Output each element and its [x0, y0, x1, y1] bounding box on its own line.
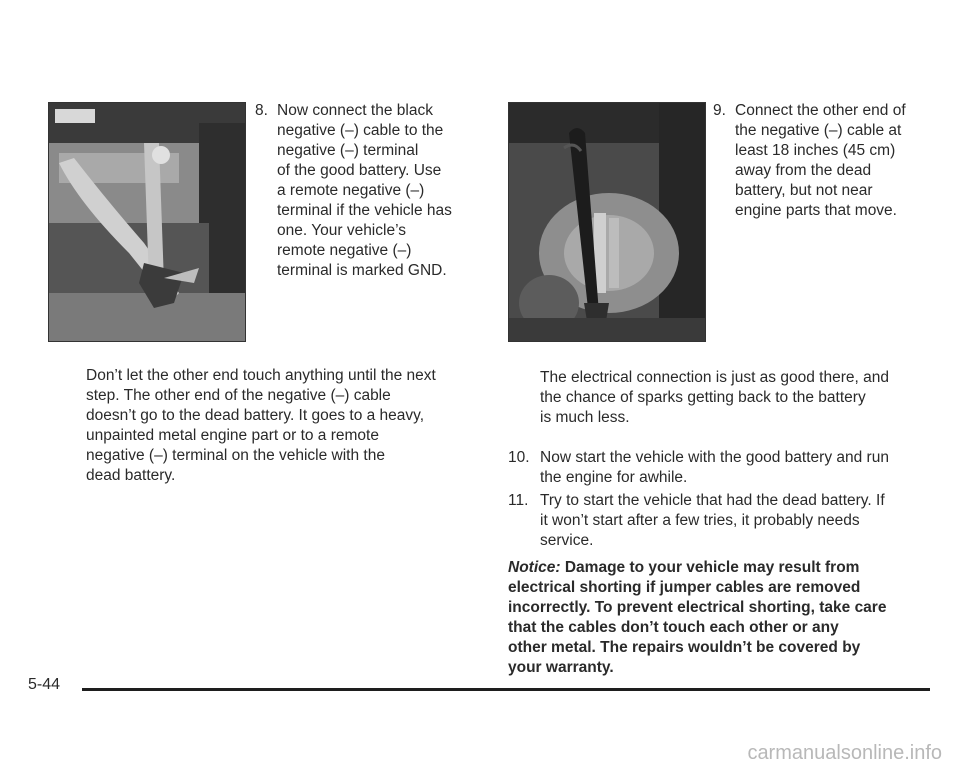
text-line: dead battery.: [86, 467, 176, 484]
step-9: [713, 101, 933, 221]
text-line: terminal if the vehicle has: [277, 202, 452, 219]
text-line: service.: [540, 532, 594, 549]
text-line: battery, but not near: [735, 182, 873, 199]
notice-block: [508, 558, 938, 678]
step-10: [508, 448, 936, 488]
text-line: engine parts that move.: [735, 202, 897, 219]
text-line: other metal. The repairs wouldn’t be covered by: [508, 639, 861, 656]
text-line: the engine for awhile.: [540, 469, 688, 486]
text-line: Try to start the vehicle that had the dead battery. If: [540, 492, 885, 509]
text-line: Don’t let the other end touch anything until the next: [86, 367, 436, 384]
text-line: a remote negative (–): [277, 182, 425, 199]
watermark-text[interactable]: carmanualsonline.info: [747, 742, 942, 764]
text-line: Damage to your vehicle may result from: [560, 559, 860, 576]
text-line: that the cables don’t touch each other or any: [508, 619, 839, 636]
text-line: of the good battery. Use: [277, 162, 442, 179]
text-line: doesn’t go to the dead battery. It goes to a heavy,: [86, 407, 425, 424]
text-line: negative (–) terminal: [277, 142, 419, 159]
text-line: the negative (–) cable at: [735, 122, 902, 139]
text-line: one. Your vehicle’s: [277, 222, 406, 239]
step-11: [508, 491, 936, 551]
text-line: least 18 inches (45 cm): [735, 142, 896, 159]
text-line: it won’t start after a few tries, it probably needs: [540, 512, 860, 529]
text-line: negative (–) cable to the: [277, 122, 444, 139]
text-line: step. The other end of the negative (–) cable: [86, 387, 391, 404]
notice-label: Notice:: [508, 559, 561, 576]
text-line: The electrical connection is just as good there, and: [540, 369, 889, 386]
text-line: remote negative (–): [277, 242, 412, 259]
step-number: 10.: [508, 449, 530, 466]
text-line: Now connect the black: [277, 102, 433, 119]
battery-clamp-photo: [48, 102, 246, 342]
step-number: 8.: [255, 102, 268, 119]
text-line: Now start the vehicle with the good battery and run: [540, 449, 889, 466]
page-number: 5-44: [28, 676, 61, 693]
alternator-clamp-photo: [508, 102, 706, 342]
text-line: incorrectly. To prevent electrical shorting, take care: [508, 599, 887, 616]
text-line: unpainted metal engine part or to a remote: [86, 427, 379, 444]
text-line: Connect the other end of: [735, 102, 906, 119]
right-paragraph: [540, 368, 935, 428]
step-number: 11.: [508, 492, 529, 509]
text-line: is much less.: [540, 409, 630, 426]
text-line: terminal is marked GND.: [277, 262, 447, 279]
left-paragraph: [86, 366, 486, 486]
text-line: the chance of sparks getting back to the battery: [540, 389, 866, 406]
text-line: your warranty.: [508, 659, 614, 676]
footer-rule: [82, 688, 930, 691]
text-line: negative (–) terminal on the vehicle with the: [86, 447, 385, 464]
step-8: [255, 101, 485, 281]
text-line: electrical shorting if jumper cables are removed: [508, 579, 861, 596]
text-line: away from the dead: [735, 162, 872, 179]
step-number: 9.: [713, 102, 726, 119]
